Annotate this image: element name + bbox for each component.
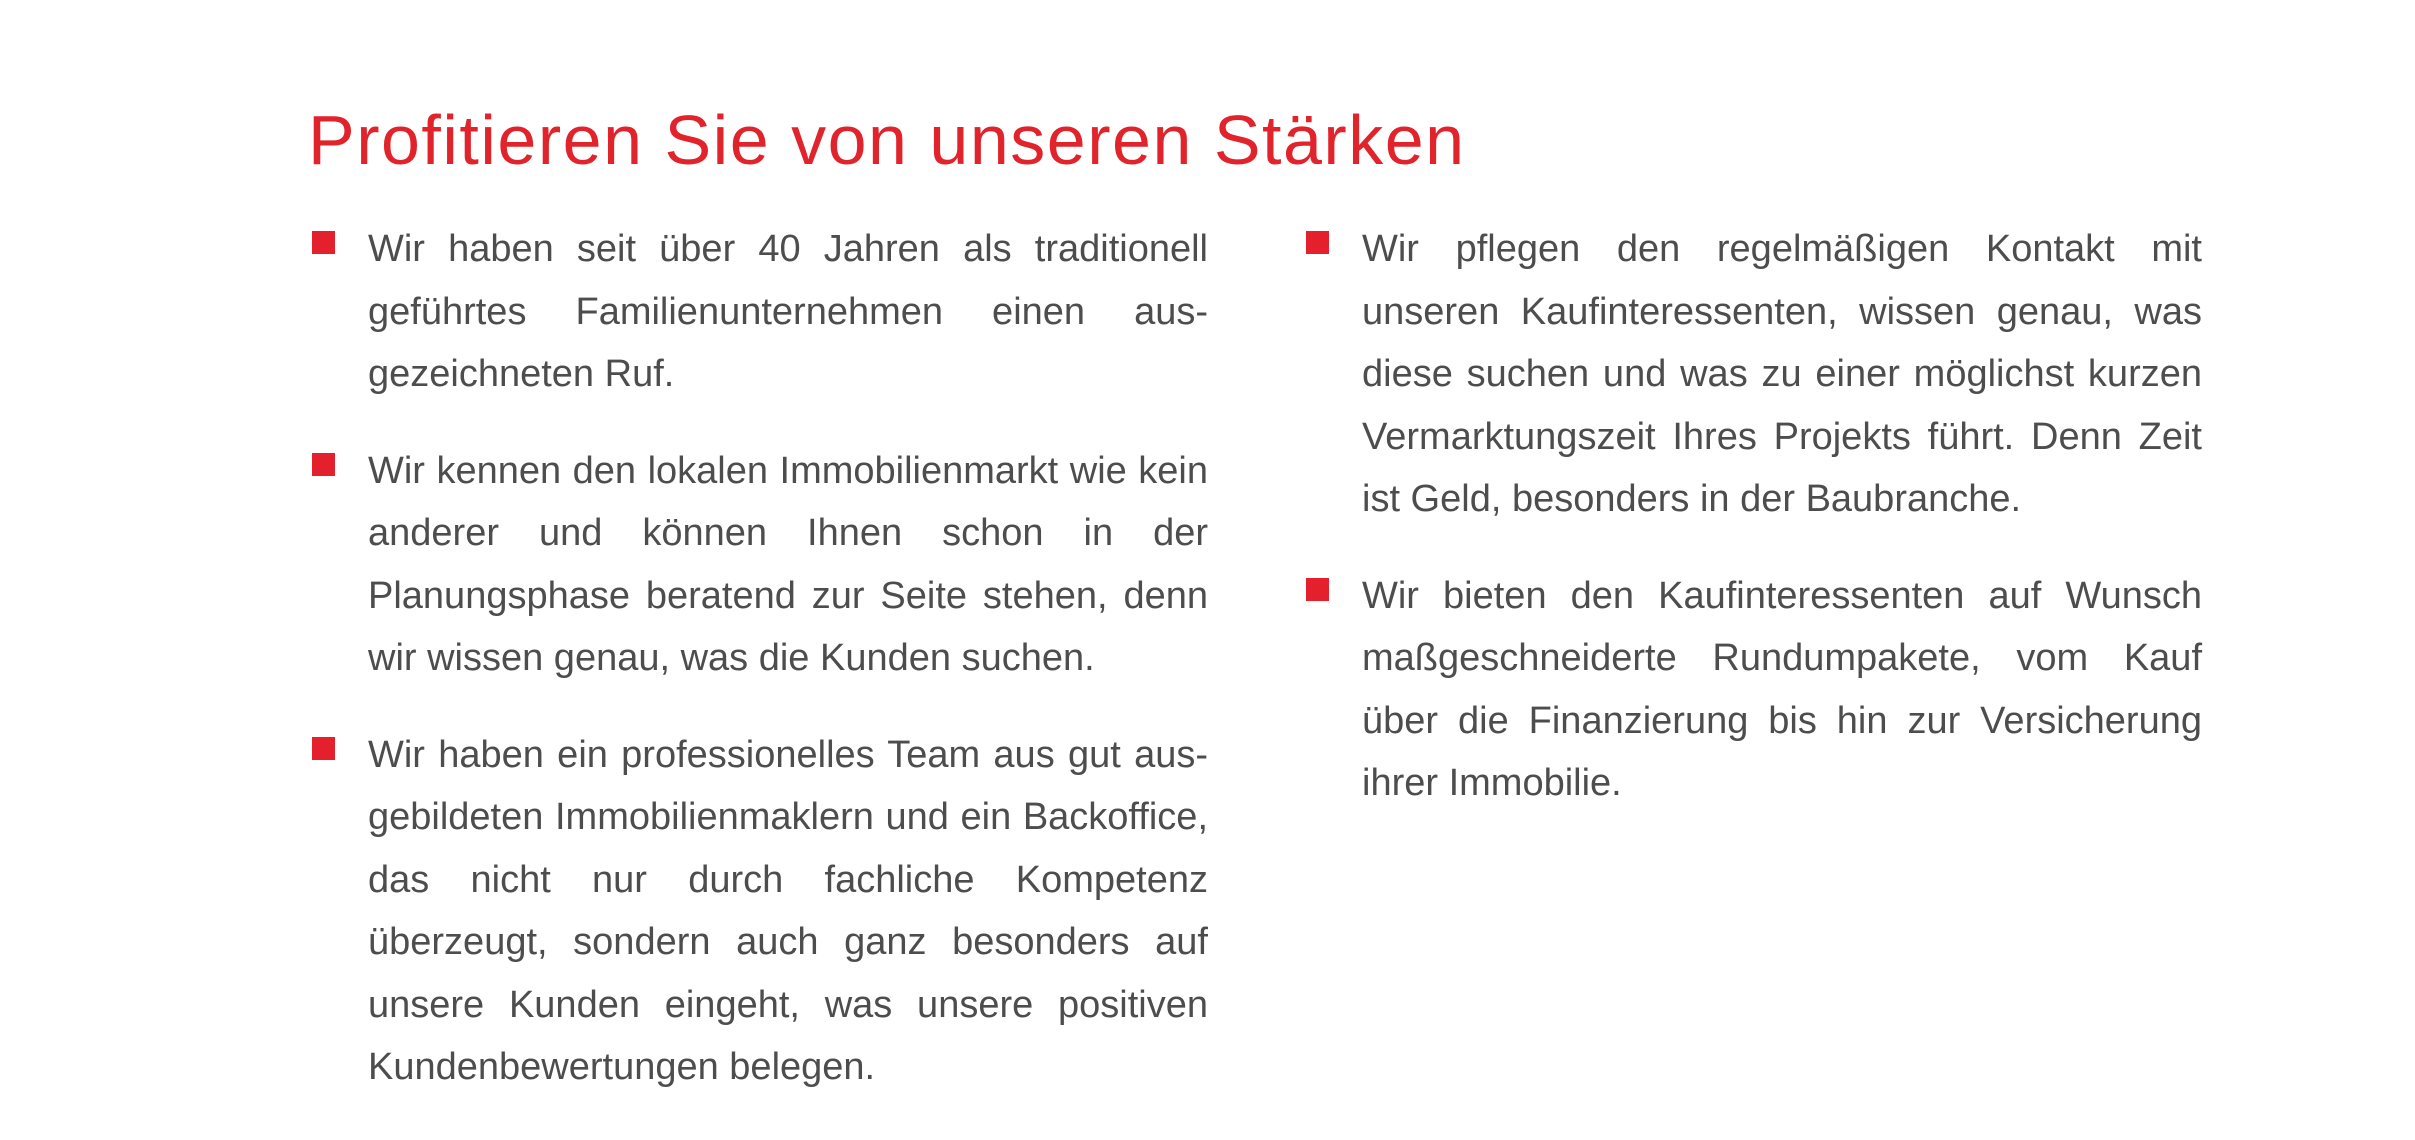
list-item-text: Wir bieten den Kaufinteressenten auf Wunsch maßgeschneiderte Rundumpakete, vom Kauf über die Finanzierung bis hin zur Versicherung ihrer Immobilie. <box>1362 574 2202 804</box>
list-item <box>1306 565 2202 815</box>
page-title: Profitieren Sie von unseren Stärken <box>308 101 1466 179</box>
list-item-text: Wir pflegen den regelmäßigen Kontakt mit unseren Kaufinteressenten, wissen genau, was diese suchen und was zu einer möglichst kurzen Vermarktungszeit Ihres Projekts führt. Denn Zeit ist Geld, besonders in der Baubranche. <box>1362 228 2202 520</box>
right-column-list <box>1306 218 2202 849</box>
list-item <box>312 724 1208 1099</box>
square-bullet-icon <box>312 453 335 476</box>
square-bullet-icon <box>312 231 335 254</box>
square-bullet-icon <box>312 737 335 760</box>
square-bullet-icon <box>1306 578 1329 601</box>
square-bullet-icon <box>1306 231 1329 254</box>
list-item-text: Wir kennen den lokalen Immobilienmarkt wie kein anderer und können Ihnen schon in der Planungsphase beratend zur Seite stehen, denn wir wissen genau, was die Kunden suchen. <box>368 449 1208 679</box>
list-item <box>312 218 1208 406</box>
list-item <box>312 440 1208 690</box>
list-item-text: Wir haben ein professionelles Team aus gut ausgebildeten Immobilienmaklern und ein Backoffice, das nicht nur durch fachliche Kompetenz überzeugt, sondern auch ganz besonders auf unsere Kunden eingeht, was unsere positiven Kundenbewertungen belegen. <box>368 733 1208 1088</box>
list-item <box>1306 218 2202 531</box>
list-item-text: Wir haben seit über 40 Jahren als traditionell geführtes Familienunternehmen einen ausgezeichneten Ruf. <box>368 228 1208 395</box>
left-column-list <box>312 218 1208 1133</box>
